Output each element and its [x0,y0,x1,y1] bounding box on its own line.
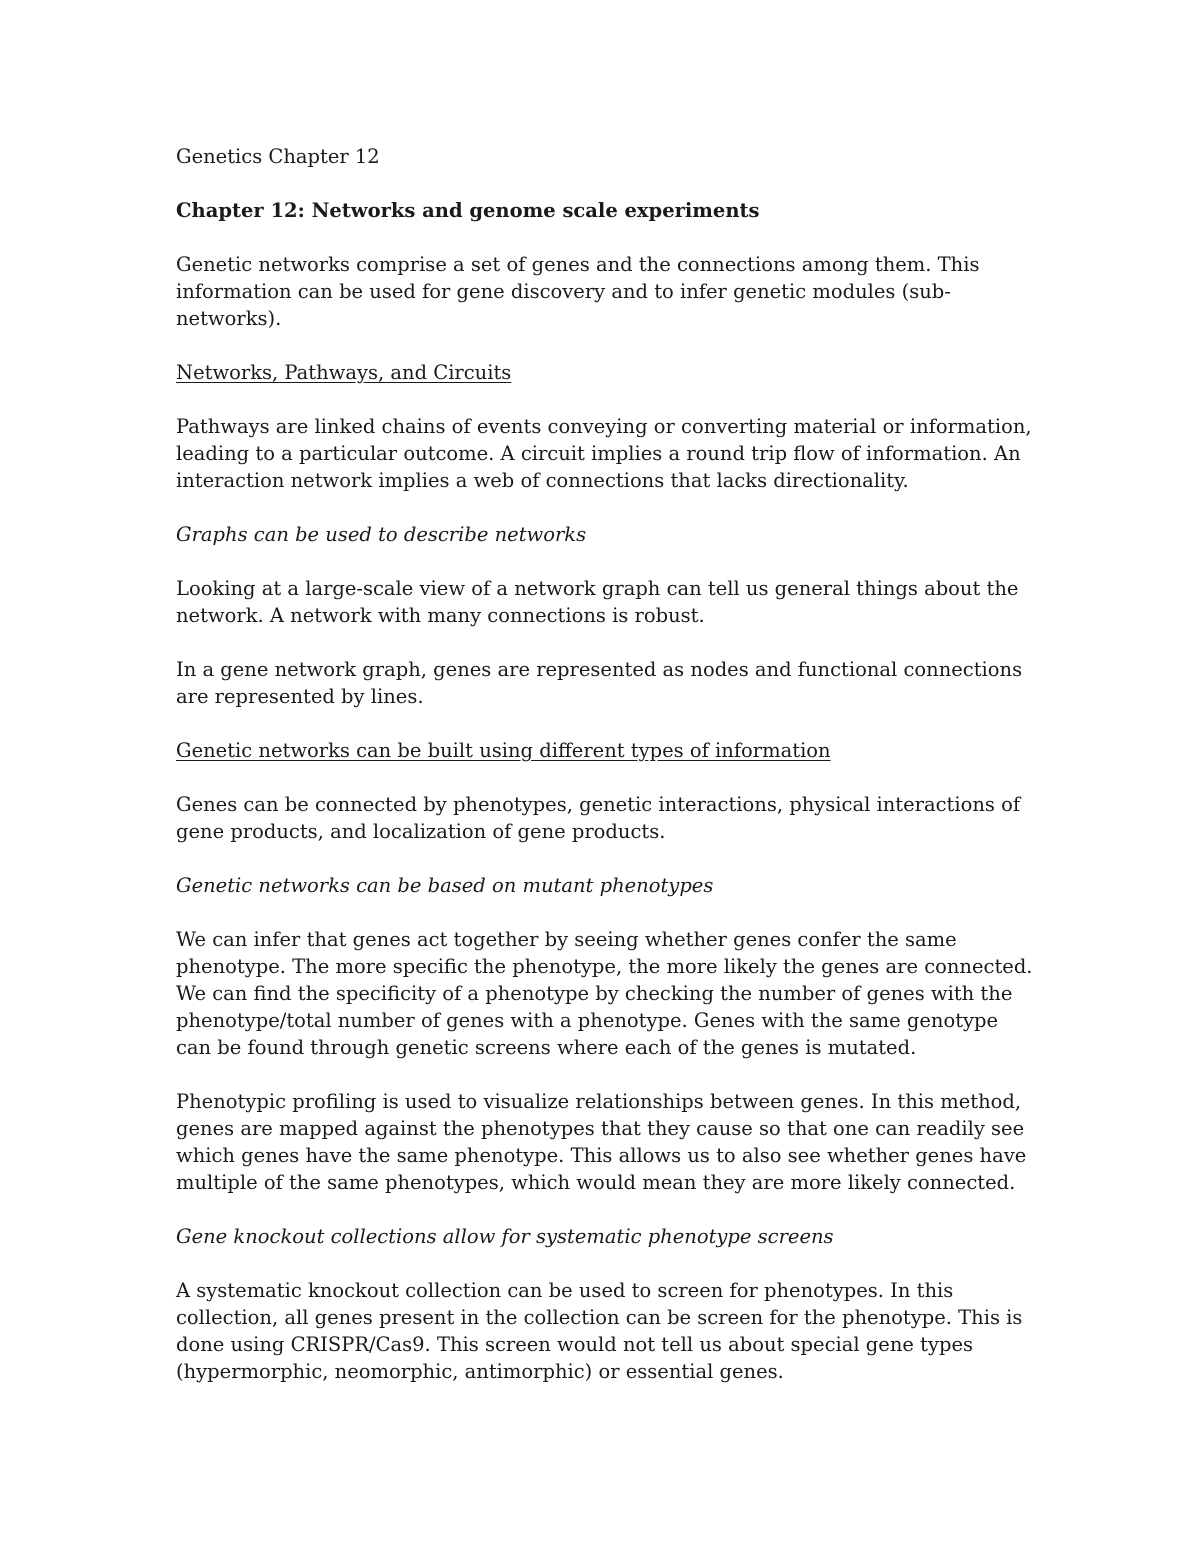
section-heading-networks-pathways-circuits: Networks, Pathways, and Circuits [176,361,512,384]
subsection-heading-knockout-collections: Gene knockout collections allow for systematic phenotype screens [176,1225,834,1248]
intro-paragraph: Genetic networks comprise a set of genes and the connections among them. This information can be used for gene discovery and to infer genetic modules (sub-networks). [176,253,980,330]
document-page [176,143,1036,1412]
section-heading-information-types: Genetic networks can be built using different types of information [176,739,831,762]
pathways-paragraph: Pathways are linked chains of events conveying or converting material or information, leading to a particular outcome. A circuit implies a round trip flow of information. An interaction network implies a web of connections that lacks directionality. [176,415,1032,492]
knockout-collection-paragraph: A systematic knockout collection can be used to screen for phenotypes. In this collection, all genes present in the collection can be screen for the phenotype. This is done using CRISPR/Cas9. This screen would not tell us about special gene types (hypermorphic, neomorphic, antimorphic) or essential genes. [176,1279,1023,1383]
subsection-heading-mutant-phenotypes: Genetic networks can be based on mutant phenotypes [176,874,714,897]
chapter-heading: Chapter 12: Networks and genome scale experiments [176,199,760,222]
phenotypic-profiling-paragraph: Phenotypic profiling is used to visualize relationships between genes. In this method, genes are mapped against the phenotypes that they cause so that one can readily see which genes have the same phenotype. This allows us to also see whether genes have multiple of the same phenotypes, which would mean they are more likely connected. [176,1090,1027,1194]
document-title: Genetics Chapter 12 [176,145,380,168]
network-graph-paragraph: Looking at a large-scale view of a network graph can tell us general things about the network. A network with many connections is robust. [176,577,1019,627]
connections-paragraph: Genes can be connected by phenotypes, genetic interactions, physical interactions of gene products, and localization of gene products. [176,793,1021,843]
phenotype-inference-paragraph: We can infer that genes act together by seeing whether genes confer the same phenotype. The more specific the phenotype, the more likely the genes are connected. We can find the specificity of a phenotype by checking the number of genes with the phenotype/total number of genes with a phenotype. Genes with the same genotype can be found through genetic screens where each of the genes is mutated. [176,928,1033,1059]
subsection-heading-graphs: Graphs can be used to describe networks [176,523,587,546]
gene-network-graph-paragraph: In a gene network graph, genes are represented as nodes and functional connections are represented by lines. [176,658,1023,708]
